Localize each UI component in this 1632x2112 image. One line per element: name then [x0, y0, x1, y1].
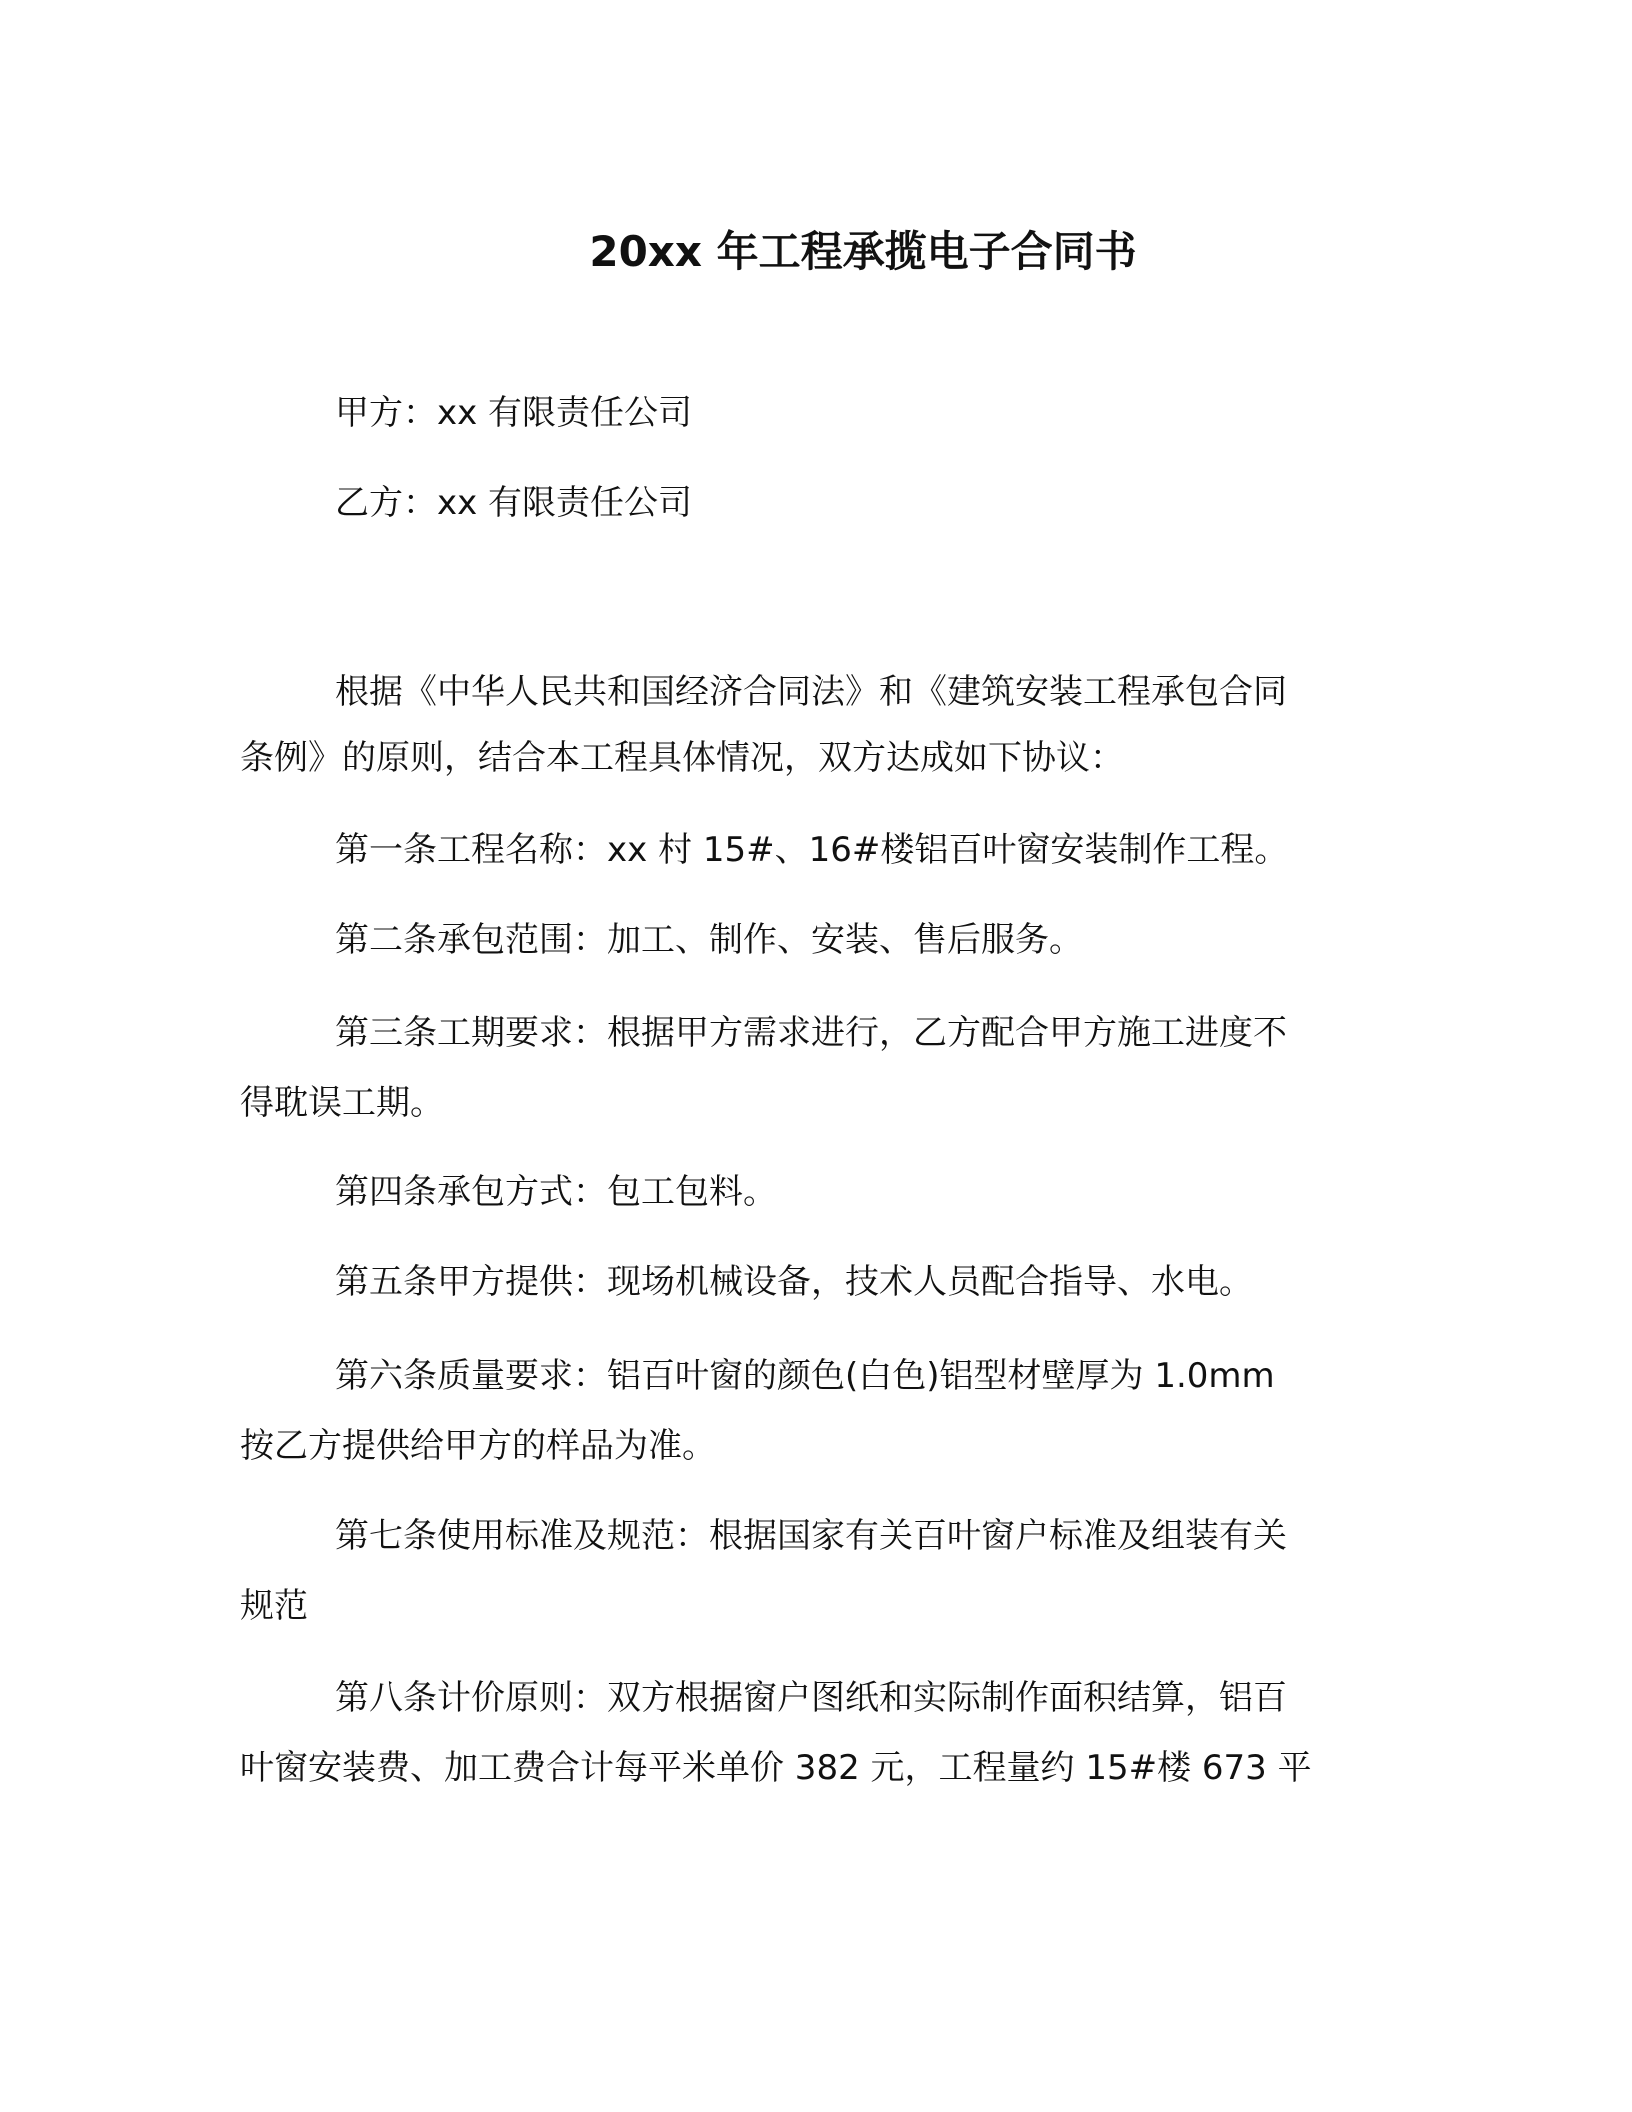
party-a: 甲方：xx 有限责任公司	[335, 393, 693, 433]
article-2: 第二条承包范围：加工、制作、安装、售后服务。	[335, 920, 1083, 960]
article-7-line-2: 规范	[240, 1586, 308, 1626]
article-8-line-1: 第八条计价原则：双方根据窗户图纸和实际制作面积结算，铝百	[335, 1678, 1287, 1718]
intro-line-2: 条例》的原则，结合本工程具体情况，双方达成如下协议：	[240, 738, 1124, 778]
article-3-line-2: 得耽误工期。	[240, 1083, 444, 1123]
article-6-line-2: 按乙方提供给甲方的样品为准。	[240, 1426, 716, 1466]
article-8-line-2: 叶窗安装费、加工费合计每平米单价 382 元，工程量约 15#楼 673 平	[240, 1748, 1312, 1788]
intro-line-1: 根据《中华人民共和国经济合同法》和《建筑安装工程承包合同	[335, 672, 1287, 712]
article-4: 第四条承包方式：包工包料。	[335, 1172, 777, 1212]
article-1: 第一条工程名称：xx 村 15#、16#楼铝百叶窗安装制作工程。	[335, 830, 1289, 870]
article-5: 第五条甲方提供：现场机械设备，技术人员配合指导、水电。	[335, 1262, 1253, 1302]
article-3-line-1: 第三条工期要求：根据甲方需求进行，乙方配合甲方施工进度不	[335, 1013, 1287, 1053]
party-b: 乙方：xx 有限责任公司	[335, 483, 693, 523]
article-6-line-1: 第六条质量要求：铝百叶窗的颜色(白色)铝型材壁厚为 1.0mm	[335, 1356, 1275, 1396]
document-title: 20xx 年工程承揽电子合同书	[589, 227, 1137, 276]
article-7-line-1: 第七条使用标准及规范：根据国家有关百叶窗户标准及组装有关	[335, 1516, 1287, 1556]
